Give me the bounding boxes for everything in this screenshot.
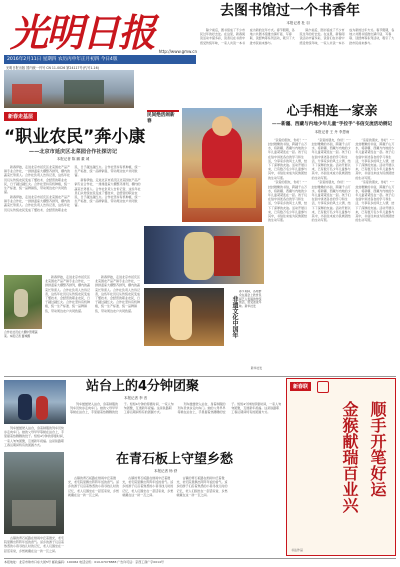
right-story-text-2: “亲爱的朋友，你好！”一封封稚嫩的书信，跨越千山万水，将新疆、西藏与内地的少年儿童紧紧连在一起。孩子们在信中讲述各自的学习和生活，分享家乡的风土人情，结下了深厚的友谊。活动开展以来，已有数万名少年儿童参与其中，书信往来成为民族团结的生动写照。: [268, 180, 308, 223]
top-story-body: [200, 28, 396, 100]
top-story-headline: 去图书馆过一个书香年: [220, 3, 360, 19]
right-story-body: [268, 138, 396, 360]
bottom2-story-text-2: 古镇的青石板路在细雨中泛着微光，老宅院里飘出阵阵年饭的香气。返乡的游子们沿着熟悉的小巷寻找儿时的记忆，老人们围坐在一起话家常，乡愁就藏在这一砖一瓦之间。: [122, 476, 174, 497]
kicker-badge: 新春走基层: [4, 112, 37, 121]
bottom-story-byline: 本报记者 李 晋: [124, 396, 148, 400]
ad-caption: 书法作品: [291, 548, 304, 552]
left-story-text-4: 新春伊始，走进北京市延庆区北菜园农产品产销专业合作社，一排排温室大棚整齐排列，棚内的蔬菜长势喜人。合作社负责人告诉记者，这些年社员们从传统农民变成了懂技术、会经营的职业农民，日子越过越红火。合作社坚持有机种植，统一生产标准、统一品牌销售，带动周边农户共同致富。: [45, 275, 91, 313]
left-story-body-cont: [45, 275, 142, 353]
right-story-headline: 心手相连一家亲: [286, 104, 378, 119]
calligraphy-ad: [286, 378, 396, 556]
bottom-story: [4, 378, 282, 450]
feature-photo-2: [144, 226, 264, 284]
top-story-text: 除夕前后，图书馆成了不少市民过年的好去处。在这里，新春阅读活动丰富多彩，读者们在书香中感受传统年味，一家人共读一本书成为新的过年方式。春节假期，各地公共图书馆推出猜灯谜、写春联、读经典等系列活动，吸引了大批市民前来参与。: [200, 28, 295, 45]
right-story-subhead: ——新疆、西藏与内地少年儿童“手拉手”书信交流活动侧记: [271, 122, 393, 127]
bottom-story-body-left: [4, 426, 66, 448]
top-story-text-cont: 除夕前后，图书馆成了不少市民过年的好去处。在这里，新春阅读活动丰富多彩，读者们在书香中感受传统年味，一家人共读一本书成为新的过年方式。春节假期，各地公共图书馆推出猜灯谜、写春联、读经典等系列活动，吸引了大批市民前来参与。: [299, 28, 395, 45]
bottom2-story-body-left: [4, 536, 64, 554]
bottom2-story-headline: 在青石板上守望乡愁: [116, 452, 234, 467]
left-story-photo-caption: 合作社社员在大棚中管理蔬菜。本报记者 董城摄: [4, 330, 38, 338]
bottom-story-body: [70, 402, 282, 448]
bottom2-photo: [4, 452, 64, 534]
right-story-text-4: “亲爱的朋友，你好！”一封封稚嫩的书信，跨越千山万水，将新疆、西藏与内地的少年儿童紧紧连在一起。孩子们在信中讲述各自的学习和生活，分享家乡的风土人情，结下了深厚的友谊。活动开展以来，已有数万名少年儿童参与其中，书信往来成为民族团结的生动写照。: [311, 180, 351, 223]
feature-credit: 新华社发: [250, 366, 262, 370]
left-story-photo: [4, 275, 42, 329]
top-story-byline: 本报记者 杜 羽: [286, 21, 310, 25]
left-story-text-5: 新春伊始，走进北京市延庆区北菜园农产品产销专业合作社，一排排温室大棚整齐排列，棚内的蔬菜长势喜人。合作社负责人告诉记者，这些年社员们从传统农民变成了懂技术、会经营的职业农民，日子越过越红火。合作社坚持有机种植，统一生产标准、统一品牌销售，带动周边农户共同致富。: [95, 275, 141, 313]
left-story-lower: [4, 275, 142, 355]
left-story-text: 新春伊始，走进北京市延庆区北菜园农产品产销专业合作社，一排排温室大棚整齐排列，棚内的蔬菜长势喜人。合作社负责人告诉记者，这些年社员们从传统农民变成了懂技术、会经营的职业农民，日子越过越红火。合作社坚持有机种植，统一生产标准、统一品牌销售，带动周边农户共同致富。: [4, 165, 71, 195]
bottom2-story-text-3: 古镇的青石板路在细雨中泛着微光，老宅院里飘出阵阵年饭的香气。返乡的游子们沿着熟悉的小巷寻找儿时的记忆，老人们围坐在一起话家常，乡愁就藏在这一砖一瓦之间。: [176, 476, 228, 497]
edition-bar: [4, 55, 196, 64]
section-divider: [4, 376, 396, 377]
bottom-story-text: 列车缓缓驶入站台，身着制服的列车员快步走向车门。她的父母早早等候在站台上，手里提着热腾腾的饺子。短短4分钟的停靠时间，一家人匆匆团聚，互道新年祝福。这是铁路职工春运期间特有的团圆方式。: [70, 402, 174, 415]
feature-side-title: 非遗文化中国年: [231, 296, 238, 338]
bottom-story-text-2: 列车缓缓驶入站台，身着制服的列车员快步走向车门。她的父母早早等候在站台上，手里提着热腾腾的饺子。短短4分钟的停靠时间，一家人匆匆团聚，互道新年祝福。这是铁路职工春运期间特有的团圆方式。: [177, 402, 282, 415]
right-story-text-6: “亲爱的朋友，你好！”一封封稚嫩的书信，跨越千山万水，将新疆、西藏与内地的少年儿童紧紧连在一起。孩子们在信中讲述各自的学习和生活，分享家乡的风土人情，结下了深厚的友谊。活动开展以来，已有数万名少年儿童参与其中，书信往来成为民族团结的生动写照。: [355, 180, 395, 223]
left-story: [4, 103, 146, 373]
edition-line: 2016年2月11日 星期四 农历丙申年正月初四 今日4版: [7, 57, 118, 62]
photo-feature: [144, 104, 264, 374]
ad-seal: [317, 381, 329, 393]
pub-info: 光明日报出版 国内统一刊号 CN 11-0026 第24117号(代号1-16): [6, 66, 99, 70]
bottom2-story-text-4: 古镇的青石板路在细雨中泛着微光，老宅院里飘出阵阵年饭的香气。返乡的游子们沿着熟悉的小巷寻找儿时的记忆，老人们围坐在一起话家常，乡愁就藏在这一砖一瓦之间。: [4, 536, 64, 553]
left-story-text-2: 新春伊始，走进北京市延庆区北菜园农产品产销专业合作社，一排排温室大棚整齐排列，棚内的蔬菜长势喜人。合作社负责人告诉记者，这些年社员们从传统农民变成了懂技术、会经营的职业农民，日子越过越红火。合作社坚持有机种植，统一生产标准、统一品牌销售，带动周边农户共同致富。: [4, 165, 141, 212]
masthead-title: 光明日报: [10, 10, 155, 55]
footer: 本报地址：北京市珠市口东大街5号 邮政编码：100062 电话总机：010-67078888 广告许可证：京西工商广字0014号: [4, 560, 164, 564]
right-story-text-3: “亲爱的朋友，你好！”一封封稚嫩的书信，跨越千山万水，将新疆、西藏与内地的少年儿童紧紧连在一起。孩子们在信中讲述各自的学习和生活，分享家乡的风土人情，结下了深厚的友谊。活动开展以来，已有数万名少年儿童参与其中，书信往来成为民族团结的生动写照。: [311, 137, 351, 180]
right-story: [268, 104, 396, 374]
feature-photo-3: [144, 288, 224, 346]
left-story-text-3: 新春伊始，走进北京市延庆区北菜园农产品产销专业合作社，一排排温室大棚整齐排列，棚内的蔬菜长势喜人。合作社负责人告诉记者，这些年社员们从传统农民变成了懂技术、会经营的职业农民，日子越过越红火。合作社坚持有机种植，统一生产标准、统一品牌销售，带动周边农户共同致富。: [74, 178, 141, 208]
left-story-headline: “职业农民”奔小康: [4, 127, 146, 147]
feature-tag: 民间绝活闹新春: [147, 110, 179, 124]
right-story-text: “亲爱的朋友，你好！”一封封稚嫩的书信，跨越千山万水，将新疆、西藏与内地的少年儿童紧紧连在一起。孩子们在信中讲述各自的学习和生活，分享家乡的风土人情，结下了深厚的友谊。活动开展以来，已有数万名少年儿童参与其中，书信往来成为民族团结的生动写照。: [268, 137, 308, 180]
ad-tag: 新春联: [290, 382, 311, 391]
top-story: [200, 2, 396, 102]
left-story-subhead: ——北京市延庆区北菜园合作社探访记: [28, 149, 118, 155]
left-story-body: [4, 165, 142, 273]
bottom-story-text-3: 列车缓缓驶入站台，身着制服的列车员快步走向车门。她的父母早早等候在站台上，手里提着热腾腾的饺子。短短4分钟的停靠时间，一家人匆匆团聚，互道新年祝福。这是铁路职工春运期间特有的团圆方式。: [4, 426, 66, 447]
bottom2-story-body: [68, 476, 282, 554]
ad-calligraphy-line-2: 金猴献瑞百业兴: [340, 401, 359, 513]
masthead: [4, 2, 199, 70]
right-story-byline: 本报记者 王 丹 李思雨: [314, 129, 350, 134]
left-story-byline: 本报记者 陈 鹏 董 城: [56, 157, 90, 161]
bottom-story-headline: 站台上的4分钟团聚: [86, 379, 200, 394]
bottom2-story-byline: 本报记者 杨 舒: [154, 469, 178, 473]
feature-caption: 春节期间，各地群众在庙会上欣赏民间艺人表演的传统绝活，感受浓浓年味。新华社发: [239, 290, 262, 309]
bottom2-story: [4, 452, 282, 556]
right-story-text-5: “亲爱的朋友，你好！”一封封稚嫩的书信，跨越千山万水，将新疆、西藏与内地的少年儿童紧紧连在一起。孩子们在信中讲述各自的学习和生活，分享家乡的风土人情，结下了深厚的友谊。活动开展以来，已有数万名少年儿童参与其中，书信往来成为民族团结的生动写照。: [355, 137, 395, 180]
bottom2-story-text: 古镇的青石板路在细雨中泛着微光，老宅院里飘出阵阵年饭的香气。返乡的游子们沿着熟悉的小巷寻找儿时的记忆，老人们围坐在一起话家常，乡愁就藏在这一砖一瓦之间。: [68, 476, 120, 497]
feature-photo-1: [182, 108, 262, 222]
masthead-website: http://www.gmw.cn: [158, 49, 197, 54]
ad-calligraphy-line-1: 顺手开笔好运: [368, 401, 387, 497]
